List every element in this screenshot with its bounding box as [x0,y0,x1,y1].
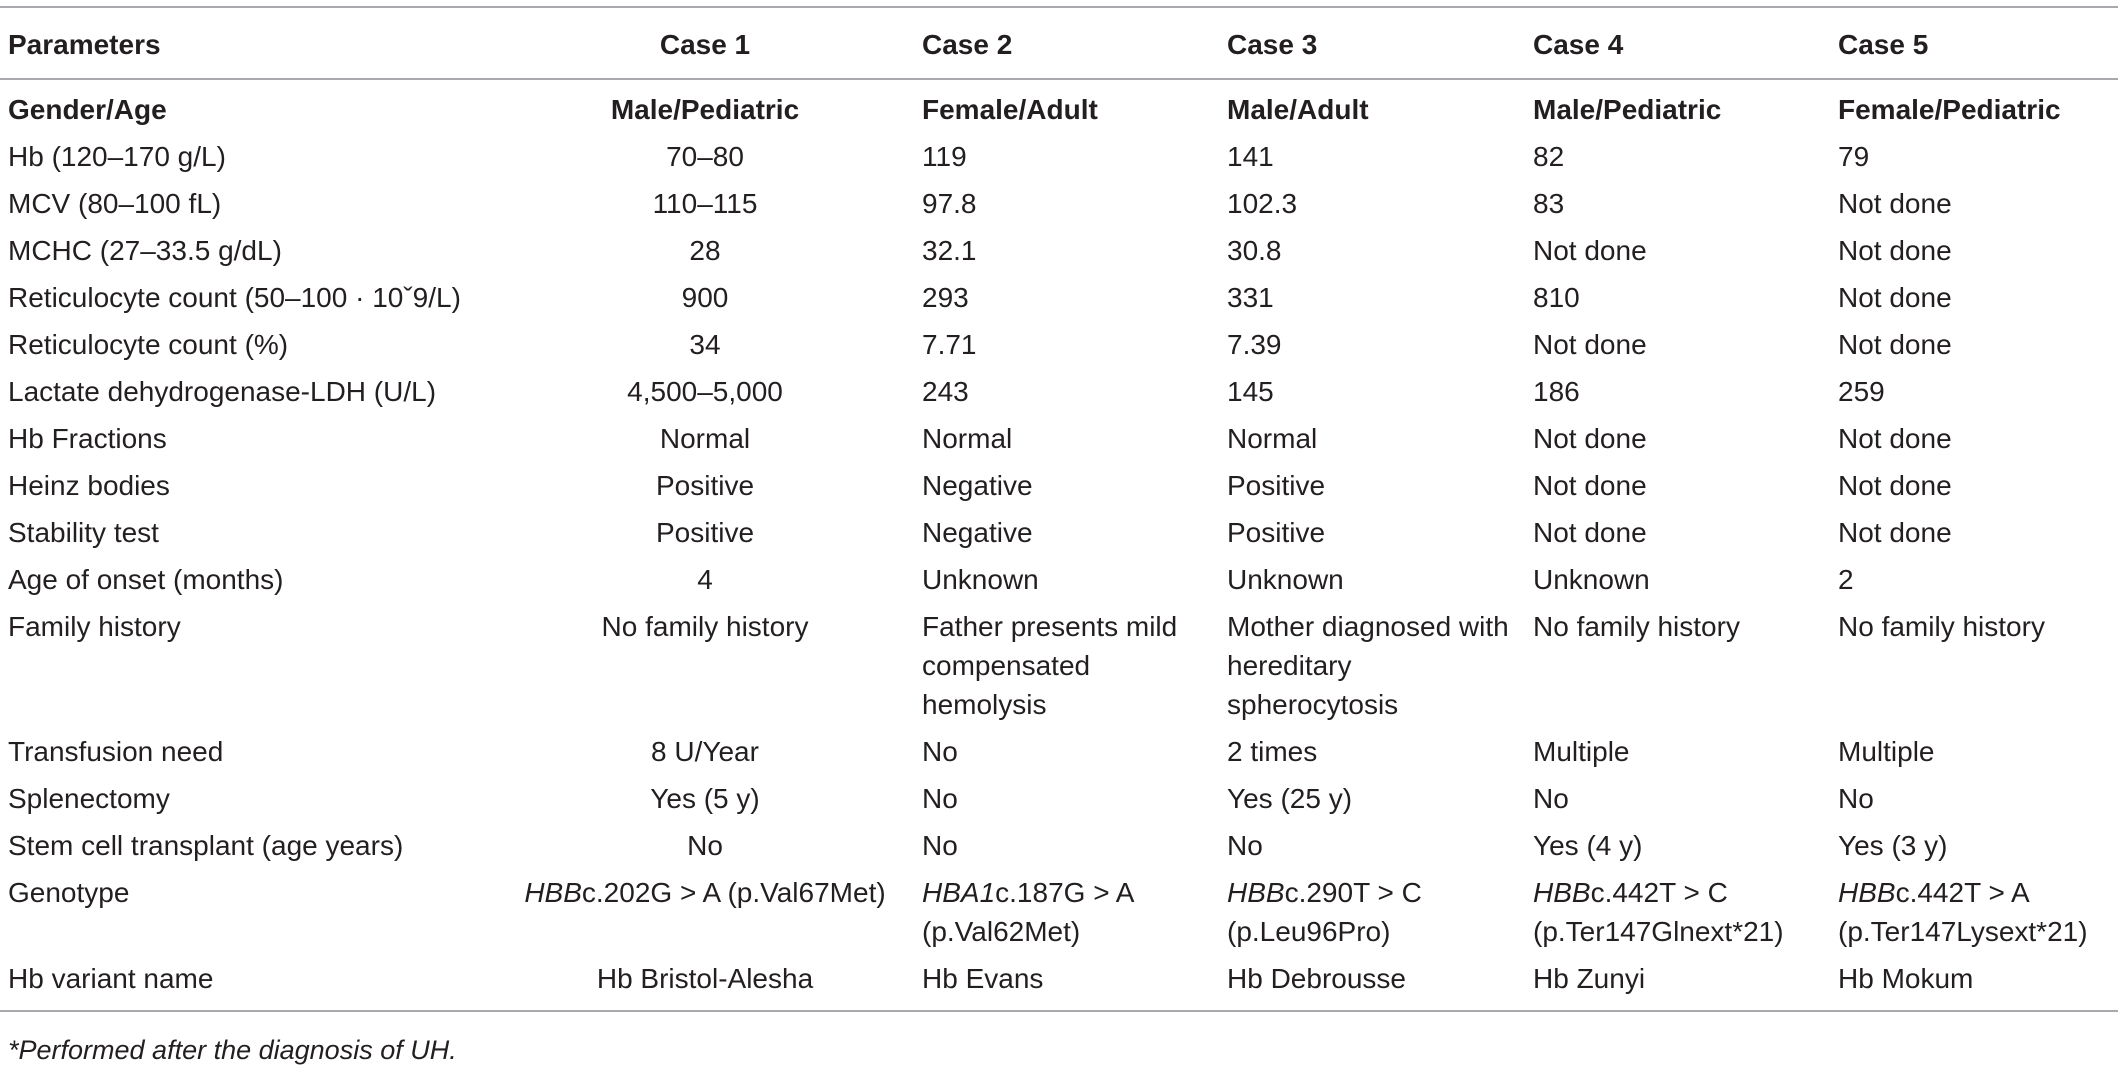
table-cell: 28 [689,235,721,266]
table-row-hb [0,137,2118,184]
table-cell: No family history [1838,611,2045,642]
table-cell: Mother diagnosed with hereditary spherocytosis [1227,611,1509,720]
table-row-gender-age [0,79,2118,137]
table-cell: 900 [681,282,729,313]
table-cell: No family history [601,611,809,642]
table-cell: Yes (5 y) [650,783,760,814]
table-cell: Yes (25 y) [1227,783,1353,814]
table-cell: Hb Bristol-Alesha [596,963,814,994]
table-cell [1215,873,1521,959]
table-cell: Not done [1838,517,1952,548]
table-cell: Yes (3 y) [1838,830,1948,861]
table-cell: Normal [922,423,1013,454]
table-cell: 70–80 [666,141,744,172]
table-cell: Female/Adult [922,94,1098,125]
gene-symbol: HBB [1227,877,1285,908]
row-label: Transfusion need [8,736,224,767]
row-label: Heinz bodies [8,470,170,501]
table-row-stability-test [0,513,2118,560]
table-cell: Not done [1838,188,1952,219]
table-row-age-of-onset [0,560,2118,607]
table-cell: Unknown [1533,564,1650,595]
column-header-case-5: Case 5 [1838,28,1929,60]
table-cell: Hb Evans [922,963,1044,994]
table-cell: Hb Debrousse [1227,963,1406,994]
row-label: Reticulocyte count (%) [8,329,289,360]
table-cell: Not done [1533,235,1647,266]
table-cell: Male/Pediatric [1533,94,1722,125]
row-label: Age of onset (months) [8,564,284,595]
table-cell: No family history [1533,611,1740,642]
table-row-hb-fractions [0,419,2118,466]
variant-text: c.442T > A (p.Ter147Lysext*21) [1838,877,2088,947]
table-cell: 2 [1838,564,1854,595]
table-row-transfusion-need [0,732,2118,779]
table-cell: Not done [1838,235,1952,266]
column-header-parameters: Parameters [8,28,161,60]
table-row-mchc [0,231,2118,278]
table-cell: Yes (4 y) [1533,830,1643,861]
table-cell: 186 [1533,376,1580,407]
gene-symbol: HBB [1533,877,1591,908]
table-cell [500,873,910,959]
row-label: MCV (80–100 fL) [8,188,222,219]
header-row [0,7,2118,79]
variant-text: c.202G > A (p.Val67Met) [581,877,886,908]
row-label: Gender/Age [8,94,167,125]
table-row-stem-cell-transplant [0,826,2118,873]
table-cell: 83 [1533,188,1565,219]
row-label: Hb (120–170 g/L) [8,141,226,172]
column-header-case-4: Case 4 [1533,28,1624,60]
table-cell: Multiple [1838,736,1935,767]
table-cell: Hb Zunyi [1533,963,1646,994]
table-cell: 810 [1533,282,1580,313]
row-label: Stem cell transplant (age years) [8,830,404,861]
gene-symbol: HBB [524,877,582,908]
row-label: Family history [8,611,181,642]
table-row-family-history [0,607,2118,732]
column-header-case-1: Case 1 [659,28,751,60]
table-row-reticulocyte-count-percent [0,325,2118,372]
table-cell: Not done [1838,423,1952,454]
table-cell: 7.71 [922,329,977,360]
table-row-mcv [0,184,2118,231]
table-cell [1521,873,1826,959]
table-cell: 79 [1838,141,1870,172]
table-cell: No [1533,783,1569,814]
clinical-parameters-table [0,6,2118,1012]
table-cell: Normal [659,423,751,454]
table-cell: 82 [1533,141,1565,172]
table-cell: Not done [1838,329,1952,360]
row-label: Hb Fractions [8,423,167,454]
table-row-reticulocyte-count-absolute [0,278,2118,325]
table-cell: Normal [1227,423,1318,454]
table-cell: Positive [655,517,755,548]
table-cell: Male/Adult [1227,94,1369,125]
table-cell: 8 U/Year [651,736,759,767]
table-cell: Positive [655,470,755,501]
row-label: MCHC (27–33.5 g/dL) [8,235,282,266]
table-cell: No [922,736,958,767]
table-cell: 141 [1227,141,1274,172]
variant-text: c.187G > A (p.Val62Met) [922,877,1133,947]
table-cell: 119 [922,141,967,172]
row-label: Reticulocyte count (50–100 · 10ˇ9/L) [8,282,461,313]
row-label: Genotype [8,877,130,908]
table-cell [1826,873,2118,959]
table-cell: 97.8 [922,188,977,219]
table-cell: Positive [1227,517,1326,548]
table-cell: Father presents mild compensated hemolysis [922,611,1178,720]
variant-text: c.290T > C (p.Leu96Pro) [1227,877,1422,947]
gene-symbol: HBB [1838,877,1896,908]
table-cell: Not done [1533,517,1647,548]
table-cell: Hb Mokum [1838,963,1974,994]
row-label: Lactate dehydrogenase-LDH (U/L) [8,376,437,407]
table-row-splenectomy [0,779,2118,826]
table-cell: 110–115 [652,188,758,219]
table-cell: No [922,783,958,814]
column-header-case-3: Case 3 [1227,28,1318,60]
table-cell: 34 [689,329,721,360]
table-row-heinz-bodies [0,466,2118,513]
table-cell: 30.8 [1227,235,1282,266]
table-cell: Not done [1838,470,1952,501]
table-cell: Not done [1838,282,1952,313]
table-cell: No [687,830,723,861]
table-cell: Unknown [922,564,1039,595]
table-cell [910,873,1215,959]
row-label: Splenectomy [8,783,170,814]
table-cell: 145 [1227,376,1274,407]
table-cell: No [922,830,958,861]
column-header-case-2: Case 2 [922,28,1013,60]
table-cell: 4,500–5,000 [627,376,783,407]
table-cell: Unknown [1227,564,1344,595]
table-cell: Male/Pediatric [610,94,800,125]
table-footnote: *Performed after the diagnosis of UH. [8,1035,457,1065]
row-label: Stability test [8,517,159,548]
table-cell: Not done [1533,470,1647,501]
table-cell: 2 times [1227,736,1318,767]
table-cell: No [1838,783,1874,814]
table-cell: Not done [1533,329,1647,360]
table-cell: 259 [1838,376,1885,407]
table-row-hb-variant-name [0,959,2118,1011]
table-cell: No [1227,830,1263,861]
table-cell: Positive [1227,470,1326,501]
table-cell: 243 [922,376,969,407]
table-cell: Multiple [1533,736,1630,767]
table-cell: 331 [1227,282,1274,313]
variant-text: c.442T > C (p.Ter147Glnext*21) [1533,877,1784,947]
table-cell: Negative [922,470,1033,501]
table-cell: 7.39 [1227,329,1282,360]
table-cell: Negative [922,517,1033,548]
table-cell: 102.3 [1227,188,1298,219]
table-cell: 32.1 [922,235,977,266]
table-row-genotype [0,873,2118,959]
table-cell: Not done [1533,423,1647,454]
table-cell: 293 [922,282,969,313]
row-label: Hb variant name [8,963,214,994]
table-row-ldh [0,372,2118,419]
table-cell: Female/Pediatric [1838,94,2061,125]
table-cell: 4 [697,564,713,595]
gene-symbol: HBA1 [922,877,996,908]
